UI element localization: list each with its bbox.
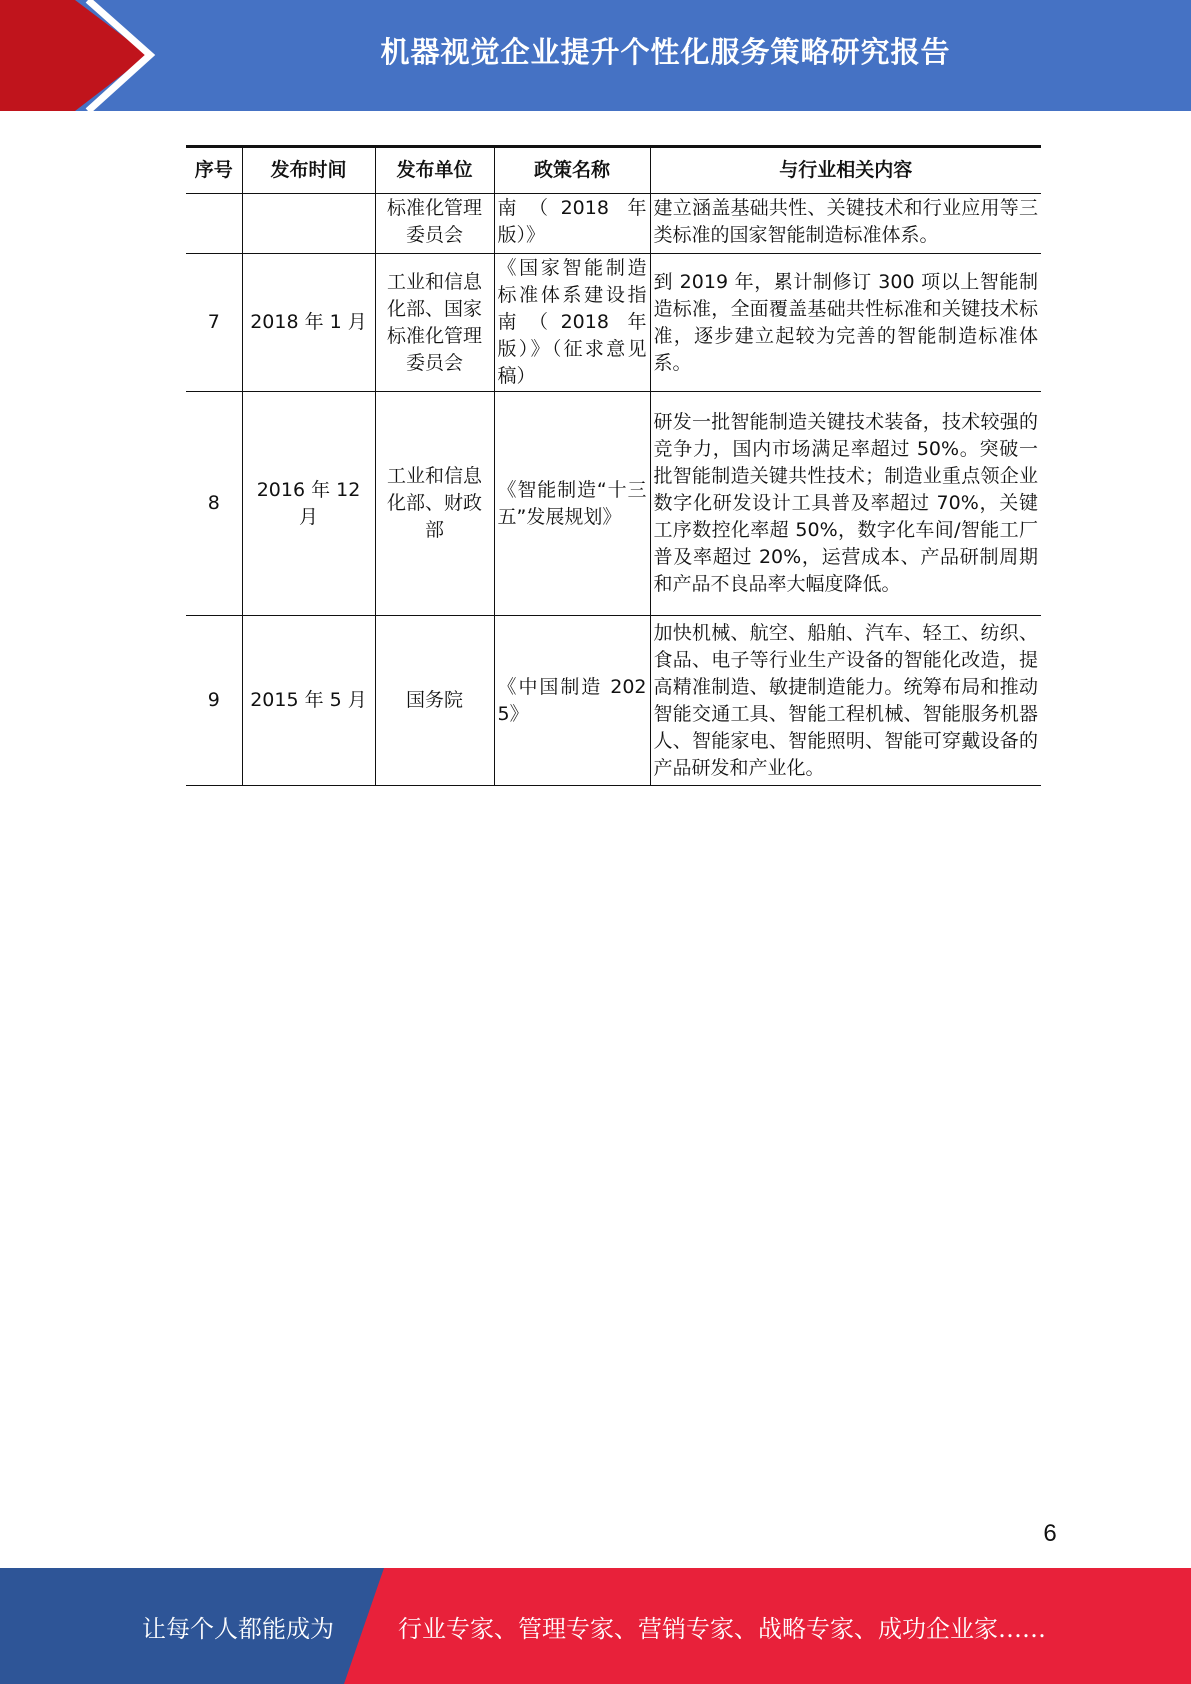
column-header-issuer: 发布单位 [375,147,494,194]
cell-policy: 《中国制造 2025》 [494,616,650,786]
table-row [186,254,1041,392]
cell-content: 建立涵盖基础共性、关键技术和行业应用等三类标准的国家智能制造标准体系。 [650,194,1041,254]
cell-policy: 《智能制造“十三五”发展规划》 [494,392,650,616]
cell-content: 到 2019 年，累计制修订 300 项以上智能制造标准，全面覆盖基础共性标准和关键技术标准，逐步建立起较为完善的智能制造标准体系。 [650,254,1041,392]
policy-table [186,145,1041,786]
cell-issuer: 国务院 [375,616,494,786]
cell-date: 2015 年 5 月 [242,616,375,786]
cell-policy: 南（2018 年版）》 [494,194,650,254]
cell-issuer: 工业和信息化部、财政部 [375,392,494,616]
column-header-date: 发布时间 [242,147,375,194]
table-row [186,616,1041,786]
cell-content: 研发一批智能制造关键技术装备，技术较强的竞争力，国内市场满足率超过 50%。突破一批智能制造关键共性技术；制造业重点领企业数字化研发设计工具普及率超过 70%，关键工序数控化率超 50%，数字化车间/智能工厂普及率超过 20%，运营成本、产品研制周期和产品不良品率大幅度降低。 [650,392,1041,616]
table-header-row [186,147,1041,194]
cell-date [242,194,375,254]
report-title: 机器视觉企业提升个性化服务策略研究报告 [380,34,951,69]
cell-date: 2016 年 12 月 [242,392,375,616]
header-red-chevron-icon [0,0,160,111]
cell-seq: 7 [186,254,242,392]
cell-date: 2018 年 1 月 [242,254,375,392]
table-row [186,194,1041,254]
cell-seq: 9 [186,616,242,786]
page-header [0,0,1191,111]
page-number: 6 [1043,1520,1057,1547]
cell-issuer: 工业和信息化部、国家标准化管理委员会 [375,254,494,392]
column-header-seq: 序号 [186,147,242,194]
cell-seq [186,194,242,254]
cell-content: 加快机械、航空、船舶、汽车、轻工、纺织、食品、电子等行业生产设备的智能化改造，提高精准制造、敏捷制造能力。统筹布局和推动智能交通工具、智能工程机械、智能服务机器人、智能家电、智能照明、智能可穿戴设备的产品研发和产业化。 [650,616,1041,786]
column-header-content: 与行业相关内容 [650,147,1041,194]
cell-issuer: 标准化管理委员会 [375,194,494,254]
cell-policy: 《国家智能制造标准体系建设指南（2018 年版）》（征求意见稿） [494,254,650,392]
footer-banner [0,1568,1191,1684]
cell-seq: 8 [186,392,242,616]
footer-slogan-left: 让每个人都能成为 [142,1614,334,1643]
table-row [186,392,1041,616]
footer-slogan-right: 行业专家、管理专家、营销专家、战略专家、成功企业家…… [398,1614,1046,1643]
column-header-policy: 政策名称 [494,147,650,194]
